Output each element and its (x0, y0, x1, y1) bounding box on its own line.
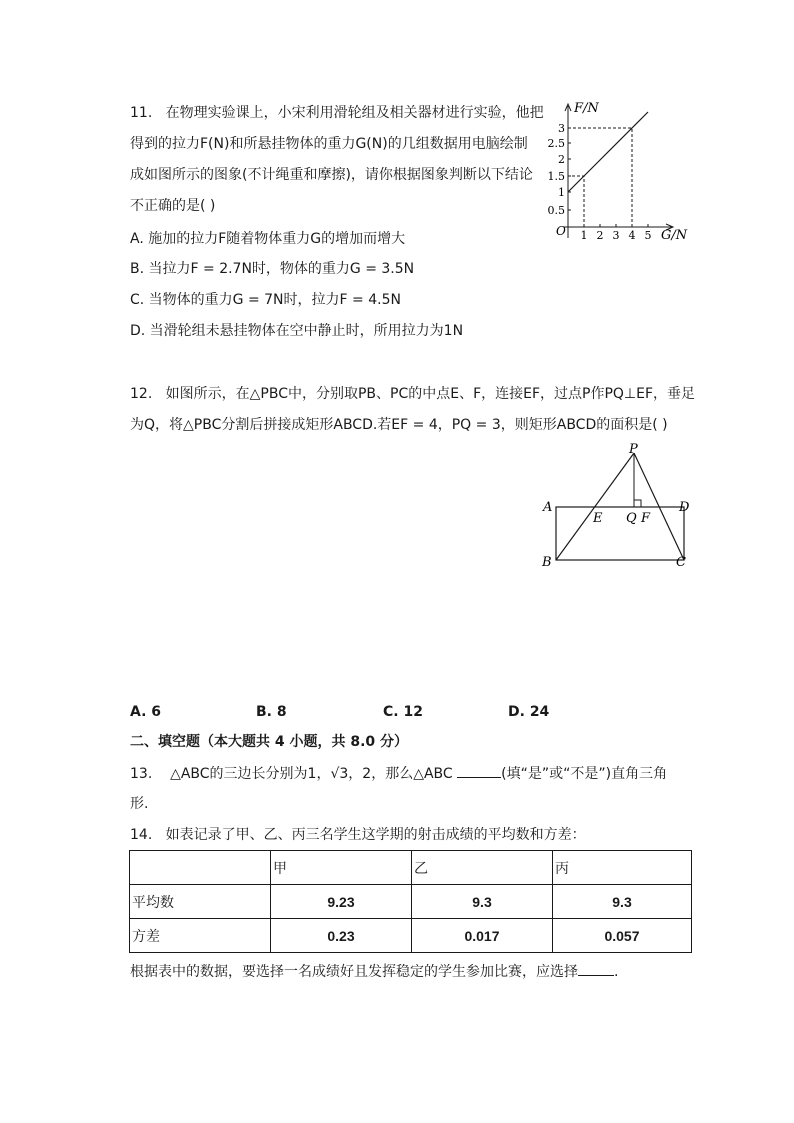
q12-figure (538, 443, 698, 573)
q12-stem-1: 如图所示，在△PBC中，分别取PB、PC的中点E、F，连接EF，过点P作PQ⊥EF，垂足 (165, 386, 696, 402)
table-row (130, 919, 692, 953)
table-header-row (130, 851, 692, 885)
x-tick-label: 4 (628, 229, 636, 242)
table-cell: 9.3 (553, 885, 692, 919)
q12-option-d: D. 24 (508, 704, 550, 720)
q12-option-b: B. 8 (256, 704, 287, 720)
q13-sqrt: √3 (330, 766, 349, 782)
y-tick-label: 0.5 (547, 204, 565, 217)
table-cell: 0.017 (412, 919, 553, 953)
q13-part-3: (填“是”或“不是”)直角三角 (501, 766, 668, 782)
q11-line-1 (130, 103, 544, 123)
label-a: A (543, 500, 553, 515)
f-g-line (568, 112, 648, 192)
q12-line-1 (130, 384, 695, 404)
table-cell: 9.3 (412, 885, 553, 919)
q14-answer-line (130, 961, 618, 982)
table-cell: 9.23 (271, 885, 412, 919)
x-axis-label: G/N (661, 228, 688, 243)
q14-stem: 如表记录了甲、乙、丙三名学生这学期的射击成绩的平均数和方差： (165, 827, 586, 843)
x-tick-label: 1 (580, 229, 588, 242)
q13-line-1 (130, 763, 667, 784)
q14-answer-text: 根据表中的数据，要选择一名成绩好且发挥稳定的学生参加比赛，应选择 (130, 964, 578, 980)
x-tick-label: 3 (612, 229, 620, 242)
q11-stem-3: 成如图所示的图象(不计绳重和摩擦)，请你根据图象判断以下结论 (130, 167, 533, 183)
label-d: D (679, 500, 690, 515)
x-tick-label: 5 (644, 229, 652, 242)
q14-answer-blank[interactable] (578, 961, 614, 976)
table-row (130, 885, 692, 919)
q12-option-a: A. 6 (130, 704, 162, 720)
label-c: C (676, 555, 686, 570)
q11-stem-1: 在物理实验课上，小宋利用滑轮组及相关器材进行实验，他把 (165, 105, 544, 121)
label-b: B (542, 555, 552, 570)
label-q: Q (626, 511, 637, 526)
q14-line-1 (130, 825, 586, 845)
right-angle-mark-icon (634, 500, 641, 507)
table-cell: 0.23 (271, 919, 412, 953)
label-f: F (641, 511, 651, 526)
section-2-heading: 二、填空题（本大题共 4 小题，共 8.0 分） (130, 734, 409, 750)
q11-number: 11. (130, 105, 153, 121)
table-header-cell (130, 851, 271, 885)
q11-option-d: D. 当滑轮组未悬挂物体在空中静止时，所用拉力为1N (130, 323, 464, 339)
q12-stem-2: 为Q，将△PBC分割后拼接成矩形ABCD.若EF = 4，PQ = 3，则矩形ABCD的面积是( ) (130, 417, 668, 433)
q12-option-c: C. 12 (383, 704, 423, 720)
q12-number: 12. (130, 386, 153, 402)
table-row-label: 方差 (130, 919, 271, 953)
x-tick-label: 2 (596, 229, 604, 242)
q14-number: 14. (130, 827, 153, 843)
q11-stem-2: 得到的拉力F(N)和所悬挂物体的重力G(N)的几组数据用电脑绘制 (130, 136, 528, 152)
score-table (129, 850, 692, 953)
table-cell: 0.057 (553, 919, 692, 953)
q13-line-2: 形. (130, 796, 149, 812)
y-tick-label: 3 (558, 122, 565, 135)
table-header-cell: 乙 (412, 851, 553, 885)
q11-option-c: C. 当物体的重力G = 7N时，拉力F = 4.5N (130, 292, 401, 308)
q13-part-2: ，2，那么△ABC (348, 766, 453, 782)
table-row-label: 平均数 (130, 885, 271, 919)
q14-answer-end: . (614, 964, 619, 980)
q11-option-b: B. 当拉力F = 2.7N时，物体的重力G = 3.5N (130, 261, 415, 277)
table-header-cell: 甲 (271, 851, 412, 885)
q11-stem-4: 不正确的是( ) (130, 198, 216, 214)
q11-graph (540, 98, 700, 246)
q13-answer-blank[interactable] (457, 763, 501, 778)
y-tick-label: 2 (558, 153, 565, 166)
origin-label: O (556, 224, 566, 238)
q13-number: 13. (130, 766, 153, 782)
y-tick-label: 2.5 (547, 137, 565, 150)
table-header-cell: 丙 (553, 851, 692, 885)
y-tick-label: 1 (558, 186, 565, 199)
y-axis-label: F/N (574, 101, 599, 116)
q13-part-1: △ABC的三边长分别为1， (170, 766, 331, 782)
label-e: E (593, 511, 603, 526)
q11-option-a: A. 施加的拉力F随着物体重力G的增加而增大 (130, 231, 406, 247)
y-tick-label: 1.5 (547, 170, 565, 183)
label-p: P (629, 443, 638, 457)
guide-g4 (568, 128, 632, 227)
